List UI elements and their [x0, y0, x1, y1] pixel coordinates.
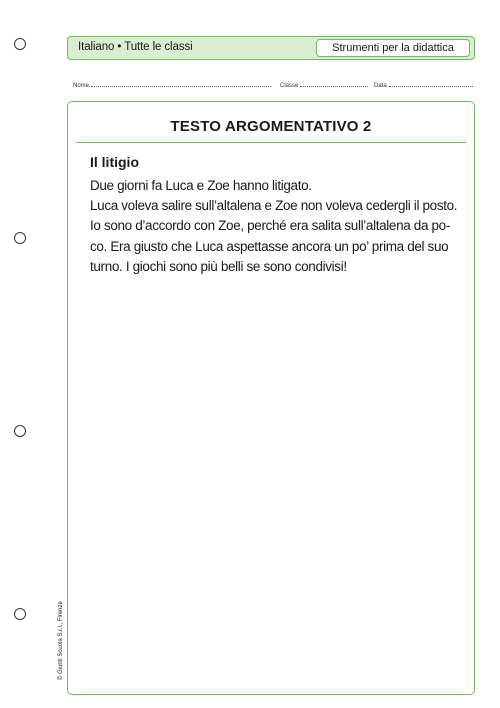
binder-hole-2 — [14, 232, 26, 244]
name-label: Nome — [73, 83, 90, 89]
binder-hole-3 — [14, 425, 26, 437]
section-tag: Strumenti per la didattica — [316, 39, 470, 57]
exercise-card — [67, 101, 475, 695]
class-label: Classe — [280, 83, 299, 89]
text-line: Io sono d’accordo con Zoe, perché era salita sull’altalena da po- — [90, 218, 450, 234]
name-field[interactable] — [73, 80, 271, 89]
binder-hole-4 — [14, 608, 26, 620]
date-field[interactable] — [374, 80, 473, 89]
binder-hole-1 — [14, 38, 26, 50]
copyright-notice: © Giunti Scuola S.r.l., Firenze — [58, 601, 64, 680]
argument-text — [90, 176, 470, 277]
text-line: co. Era giusto che Luca aspettasse ancora un po’ prima del suo — [90, 238, 449, 254]
worksheet-title: TESTO ARGOMENTATIVO 2 — [170, 118, 372, 135]
text-heading: Il litigio — [90, 154, 139, 170]
text-line: turno. I giochi sono più belli se sono condivisi! — [90, 258, 347, 274]
header-bar — [67, 36, 475, 60]
text-line: Due giorni fa Luca e Zoe hanno litigato. — [90, 178, 312, 193]
text-line: Luca voleva salire sull’altalena e Zoe non voleva cedergli il posto. — [90, 198, 458, 214]
date-label: Data — [374, 83, 387, 89]
title-divider — [76, 142, 466, 143]
student-fields — [73, 80, 475, 92]
class-field[interactable] — [280, 80, 368, 89]
subject-label: Italiano • Tutte le classi — [78, 41, 193, 53]
